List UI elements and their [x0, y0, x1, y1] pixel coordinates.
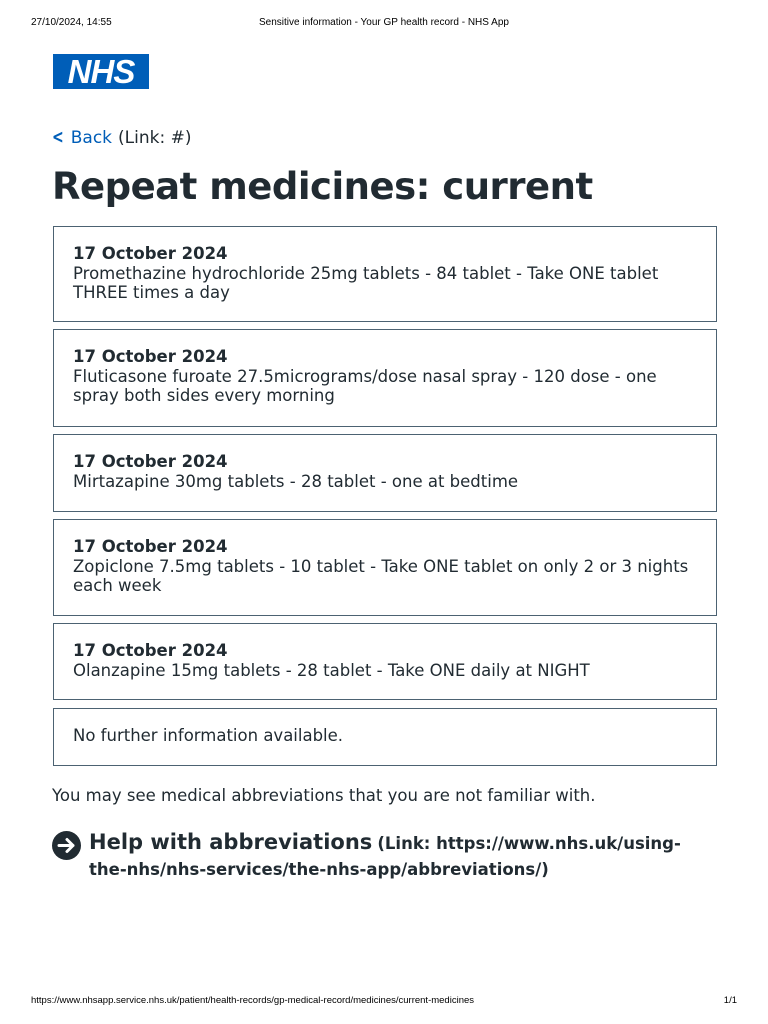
- abbreviations-intro: You may see medical abbreviations that you are not familiar with.: [52, 786, 596, 805]
- print-page-number: 1/1: [723, 995, 737, 1006]
- medicine-date: 17 October 2024: [73, 452, 228, 471]
- help-abbreviations-url-note: (Link: https://www.nhs.uk/using-the-nhs/nhs-services/the-nhs-app/abbreviations/): [89, 834, 681, 879]
- no-further-info-text: No further information available.: [73, 726, 344, 745]
- print-page-title: Sensitive information - Your GP health record - NHS App: [259, 17, 509, 28]
- print-datetime: 27/10/2024, 14:55: [31, 17, 112, 28]
- medicine-description: Promethazine hydrochloride 25mg tablets - 84 tablet - Take ONE tablet THREE times a day: [73, 263, 659, 302]
- page-title: Repeat medicines: current: [52, 165, 593, 208]
- medicine-date: 17 October 2024: [73, 347, 228, 366]
- medicine-card: [53, 623, 717, 700]
- medicine-card: [53, 519, 717, 616]
- arrow-right-circle-icon: [52, 831, 81, 860]
- medicine-card: [53, 434, 717, 512]
- back-link-note: (Link: #): [118, 128, 192, 148]
- back-link[interactable]: Back: [70, 128, 113, 148]
- medicine-card: [53, 226, 717, 322]
- print-header: [0, 17, 768, 31]
- medicine-date: 17 October 2024: [73, 641, 228, 660]
- help-abbreviations[interactable]: [52, 829, 702, 883]
- nhs-logo[interactable]: [53, 54, 149, 89]
- help-abbreviations-link[interactable]: Help with abbreviations: [89, 830, 373, 854]
- nhs-logo-text: NHS: [67, 53, 135, 90]
- medicine-date: 17 October 2024: [73, 244, 228, 263]
- medicine-description: Zopiclone 7.5mg tablets - 10 tablet - Take ONE tablet on only 2 or 3 nights each week: [73, 556, 689, 595]
- medicine-description: Fluticasone furoate 27.5micrograms/dose nasal spray - 120 dose - one spray both sides every morning: [73, 366, 657, 405]
- chevron-left-icon: <: [52, 127, 64, 149]
- medicine-card: [53, 329, 717, 427]
- medicine-description: Olanzapine 15mg tablets - 28 tablet - Take ONE daily at NIGHT: [73, 660, 590, 680]
- no-further-info-card: [53, 708, 717, 766]
- medicine-description: Mirtazapine 30mg tablets - 28 tablet - one at bedtime: [73, 471, 519, 491]
- back-link-row: [52, 128, 191, 148]
- medicine-date: 17 October 2024: [73, 537, 228, 556]
- print-url: https://www.nhsapp.service.nhs.uk/patient/health-records/gp-medical-record/medicines/current-medicines: [31, 995, 475, 1006]
